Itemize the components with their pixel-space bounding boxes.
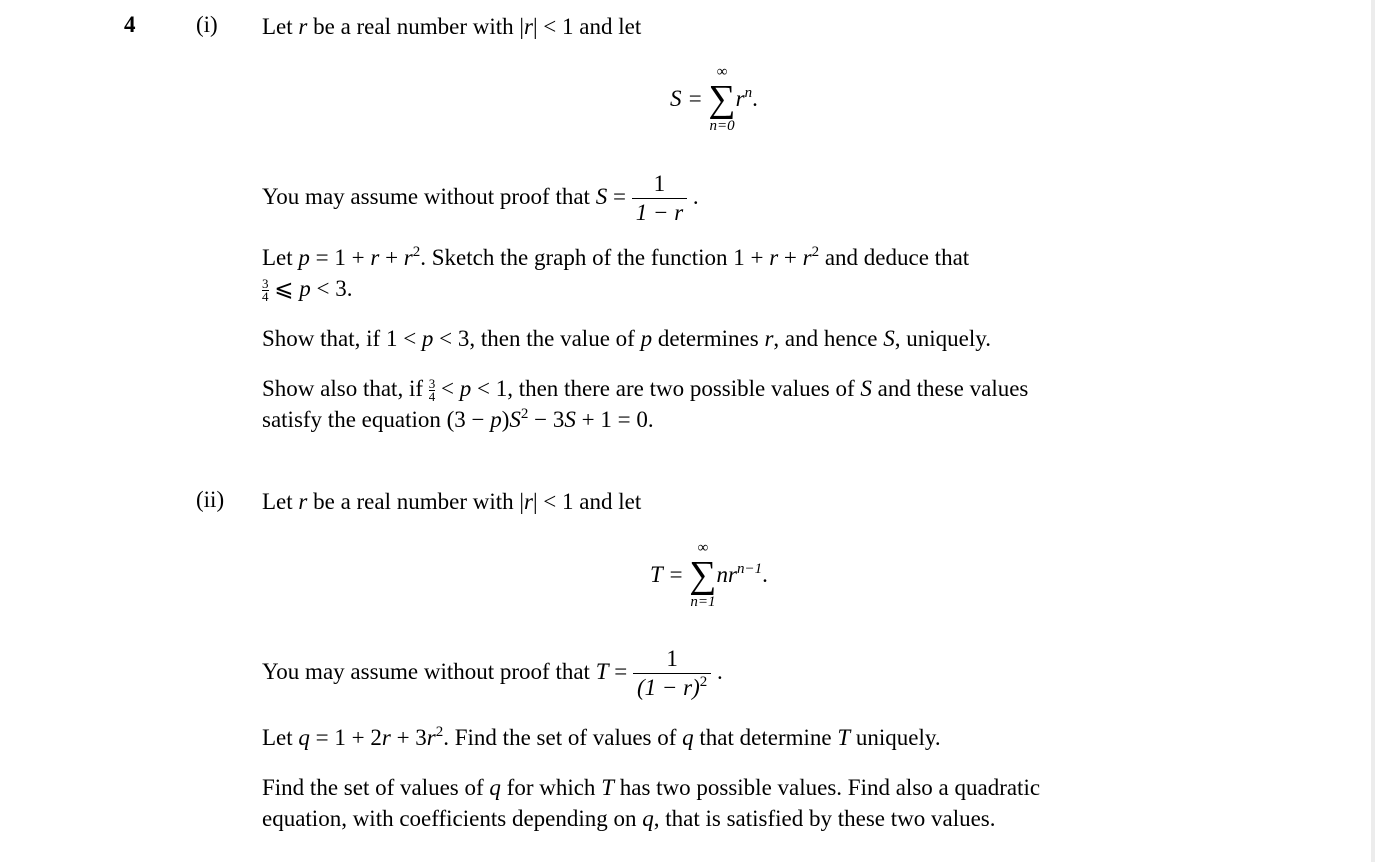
- part-i-show-two-values-line1: Show also that, if $\frac{3}{4}$ < p < 1, then there are two possible values of S and these values: [262, 376, 1029, 405]
- part-i-sketch-line2: $\frac{3}{4}$ ⩽ p < 3.: [262, 276, 353, 305]
- part-i-sketch-line1: Let $p = 1 + r + r^2$. Sketch the graph of the function $1 + r + r^2$ and deduce that: [262, 244, 970, 270]
- part-i-assume: You may assume without proof that S = $\frac{1}{1 - r}$ .: [262, 171, 699, 226]
- part-ii-label: (ii): [196, 487, 225, 512]
- part-ii-find-two-values-line1: Find the set of values of q for which T has two possible values. Find also a quadratic: [262, 775, 1041, 800]
- part-ii-find-two-values-line2: equation, with coefficients depending on q, that is satisfied by these two values.: [262, 806, 996, 831]
- part-ii-assume-fraction: $\frac{1}{(1 - r)^2}$: [633, 645, 711, 702]
- part-ii-sum-display: T = ∞ ∑ n=1 $nr^{n-1}$.: [650, 540, 768, 610]
- part-i-intro: Let r be a real number with |r| < 1 and let: [262, 14, 642, 39]
- part-i-label: (i): [196, 12, 218, 37]
- part-i-show-two-values-line2: satisfy the equation $(3 - p)S^2 - 3S + 1 = 0$.: [262, 406, 654, 432]
- page-edge-shadow: [1371, 0, 1375, 862]
- part-i-assume-fraction: $\frac{1}{1 - r}$: [632, 170, 687, 227]
- part-ii-find-unique: Let $q = 1 + 2r + 3r^2$. Find the set of values of q that determine T uniquely.: [262, 724, 941, 750]
- part-ii-intro: Let r be a real number with |r| < 1 and let: [262, 489, 642, 514]
- part-i-sum-display: S = ∞ ∑ n=0 $r^n$.: [670, 64, 758, 134]
- part-i-show-uniqueness: Show that, if 1 < p < 3, then the value of p determines r, and hence S, uniquely.: [262, 326, 992, 351]
- question-number: 4: [124, 12, 136, 37]
- part-ii-assume: You may assume without proof that T = $\frac{1}{(1 - r)^2}$ .: [262, 646, 723, 701]
